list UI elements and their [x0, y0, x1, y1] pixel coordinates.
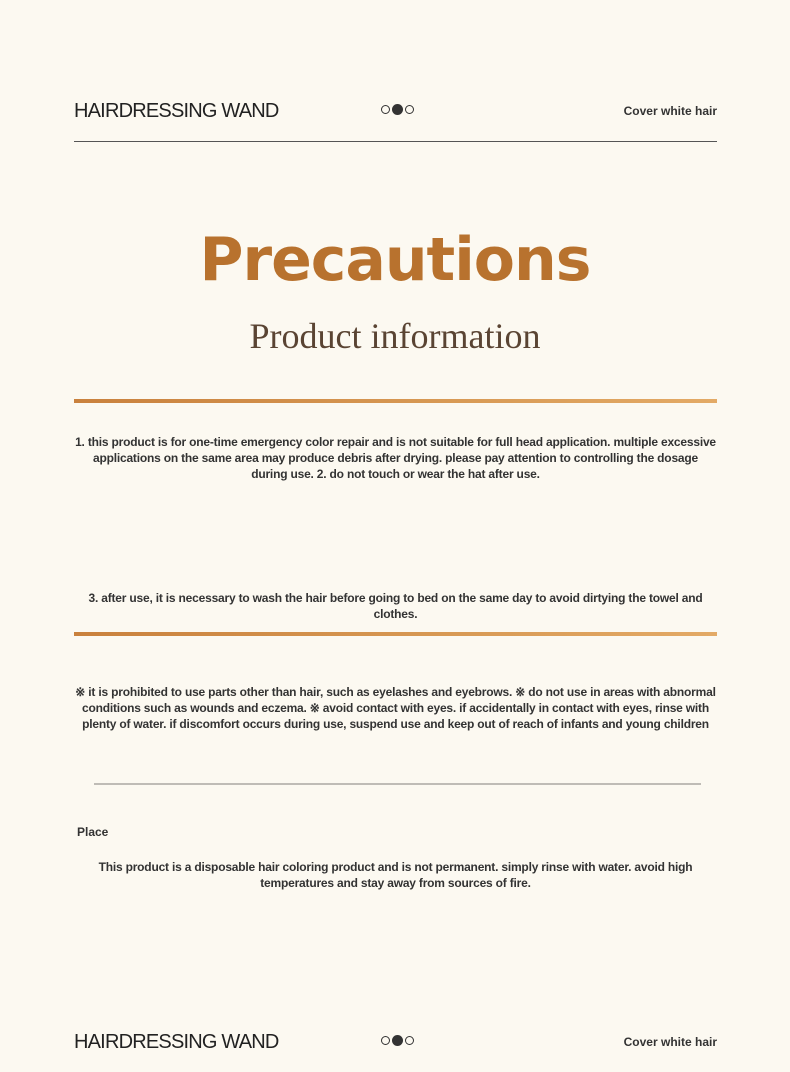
place-text: This product is a disposable hair coloring product and is not permanent. simply rinse with water. avoid high temperatures and stay away from sources of fire. — [98, 860, 693, 890]
dot-empty-icon — [405, 105, 414, 114]
dot-filled-icon — [392, 104, 403, 115]
place-label: Place — [77, 825, 109, 839]
product-tag: Cover white hair — [623, 1035, 717, 1049]
precaution-item-1: 1. this product is for one-time emergency color repair and is not suitable for full head application. multiple excessive applications on the same area may produce debris after drying. please pay attention to controlling the dosage during use. 2. do not touch or wear the hat after use. — [75, 435, 716, 481]
bottom-header — [74, 1030, 717, 1054]
top-header — [74, 99, 717, 123]
section-divider — [74, 632, 717, 636]
brand-name: HAIRDRESSING WAND — [74, 100, 279, 122]
dot-empty-icon — [381, 105, 390, 114]
header-divider — [74, 141, 717, 142]
brand-name: HAIRDRESSING WAND — [74, 1031, 279, 1053]
warning-text: ※ it is prohibited to use parts other than hair, such as eyelashes and eyebrows. ※ do not use in areas with abnormal conditions such as wounds and eczema. ※ avoid contact with eyes. if accidentally in contact with eyes, rinse with plenty of water. if discomfort occurs during use, suspend use and keep out of reach of infants and young children — [75, 685, 716, 731]
page-subtitle: Product information — [249, 316, 541, 356]
pagination-dots — [381, 105, 414, 115]
dot-filled-icon — [392, 1035, 403, 1046]
page-title: Precautions — [199, 225, 591, 295]
dot-empty-icon — [381, 1036, 390, 1045]
precaution-item-3: 3. after use, it is necessary to wash the hair before going to bed on the same day to avoid dirtying the towel and clothes. — [88, 591, 703, 621]
dot-empty-icon — [405, 1036, 414, 1045]
section-divider — [74, 399, 717, 403]
gray-divider — [94, 783, 701, 785]
product-tag: Cover white hair — [623, 104, 717, 118]
pagination-dots — [381, 1036, 414, 1046]
